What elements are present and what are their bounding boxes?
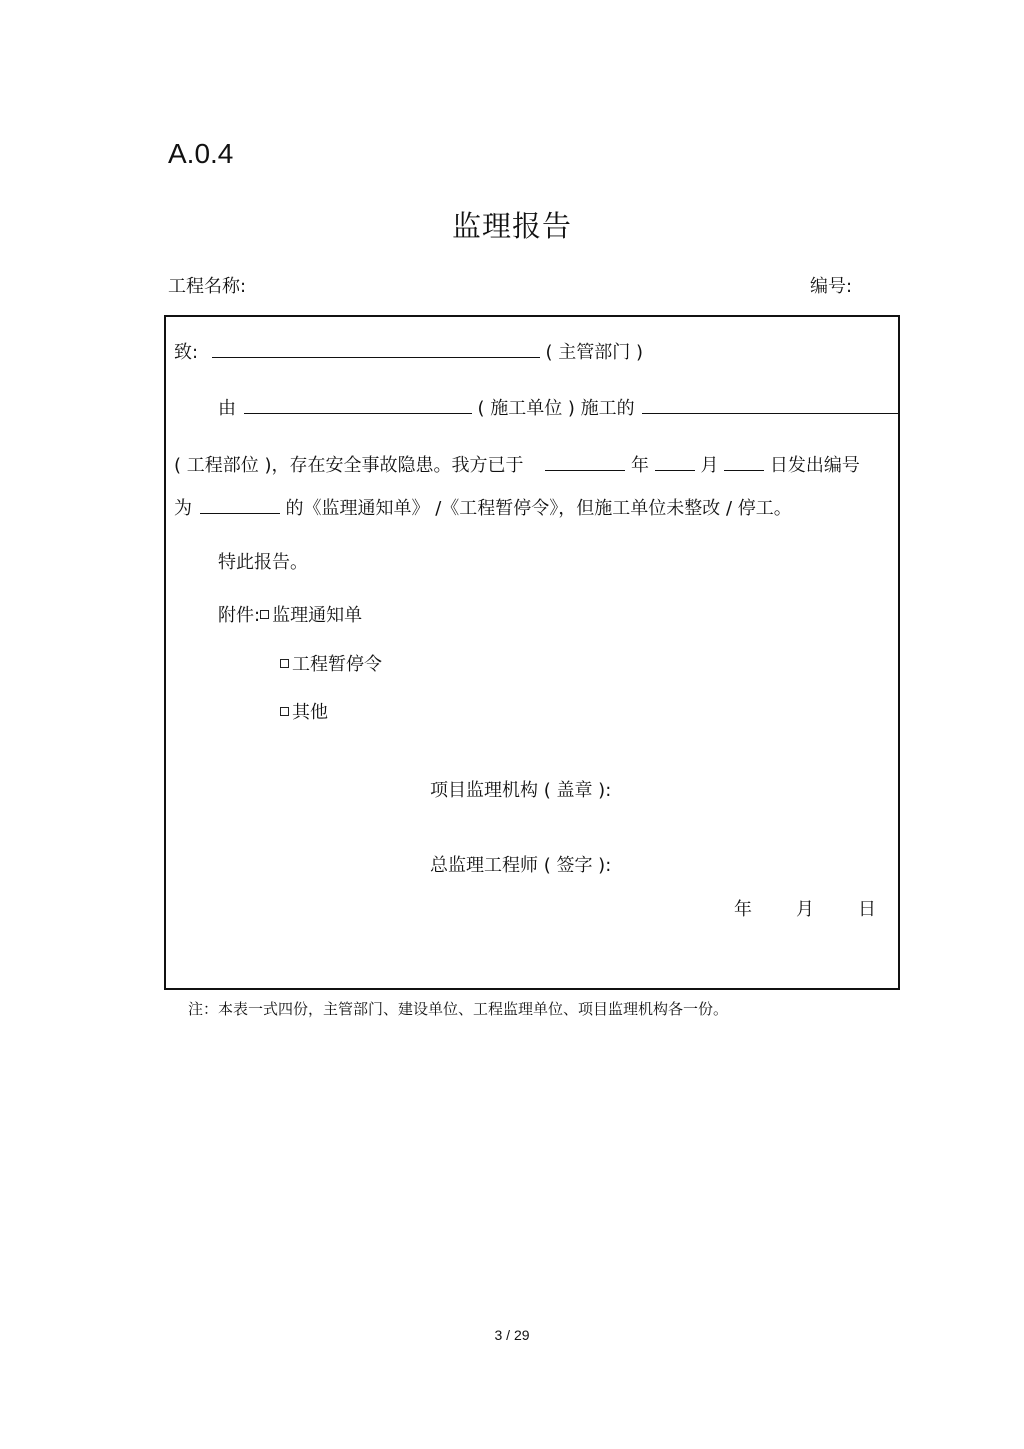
attachment-row-2 (280, 653, 382, 677)
hazard-text: ( 工程部位 )，存在安全事故隐患。我方已于 (174, 455, 524, 476)
as-label: 为 (174, 498, 192, 519)
form-code: A.0.4 (168, 138, 234, 169)
report-form-box (164, 315, 900, 990)
month-label: 月 (700, 455, 719, 476)
work-location-blank[interactable] (642, 395, 898, 414)
project-name-label: 工程名称: (168, 276, 247, 297)
contractor-blank[interactable] (244, 395, 472, 414)
department-suffix: ( 主管部门 ) (545, 342, 644, 363)
attachment-other: 其他 (292, 702, 328, 723)
org-seal-label: 项目监理机构 ( 盖章 ): (430, 780, 612, 801)
contractor-row (218, 395, 898, 421)
checkbox-supervision-notice[interactable] (260, 610, 269, 619)
issue-month-blank[interactable] (655, 452, 695, 471)
footnote: 注：本表一式四份，主管部门、建设单位、工程监理单位、项目监理机构各一份。 (188, 1000, 729, 1018)
to-label: 致: (174, 342, 199, 363)
department-blank[interactable] (212, 339, 540, 358)
notice-text: 的《监理通知单》 /《工程暂停令》，但施工单位未整改 / 停工。 (285, 498, 792, 519)
attachments-label: 附件: (218, 605, 261, 626)
checkbox-other[interactable] (280, 707, 289, 716)
to-row (174, 339, 643, 365)
date-year: 年 (734, 899, 752, 920)
chief-signature-label: 总监理工程师 ( 签字 ): (430, 855, 612, 876)
attachment-supervision-notice: 监理通知单 (272, 605, 363, 626)
hazard-row (174, 452, 860, 478)
attachment-row-3 (280, 701, 328, 725)
date-day: 日 (858, 899, 876, 920)
attachment-row-1 (218, 604, 362, 628)
attachment-work-suspension-order: 工程暂停令 (292, 654, 382, 675)
day-issue-label: 日发出编号 (769, 455, 860, 476)
issue-day-blank[interactable] (724, 452, 764, 471)
notice-row (174, 495, 792, 521)
date-month: 月 (796, 899, 814, 920)
notice-number-blank[interactable] (200, 495, 280, 514)
page-number: 3 / 29 (494, 1327, 530, 1343)
special-report: 特此报告。 (218, 552, 308, 573)
issue-year-blank[interactable] (545, 452, 625, 471)
year-label: 年 (630, 455, 649, 476)
page-title: 监理报告 (451, 209, 572, 243)
by-label: 由 (218, 398, 236, 419)
contractor-suffix: ( 施工单位 ) 施工的 (477, 398, 635, 419)
serial-number-label: 编号: (810, 276, 853, 297)
checkbox-work-suspension-order[interactable] (280, 659, 289, 668)
